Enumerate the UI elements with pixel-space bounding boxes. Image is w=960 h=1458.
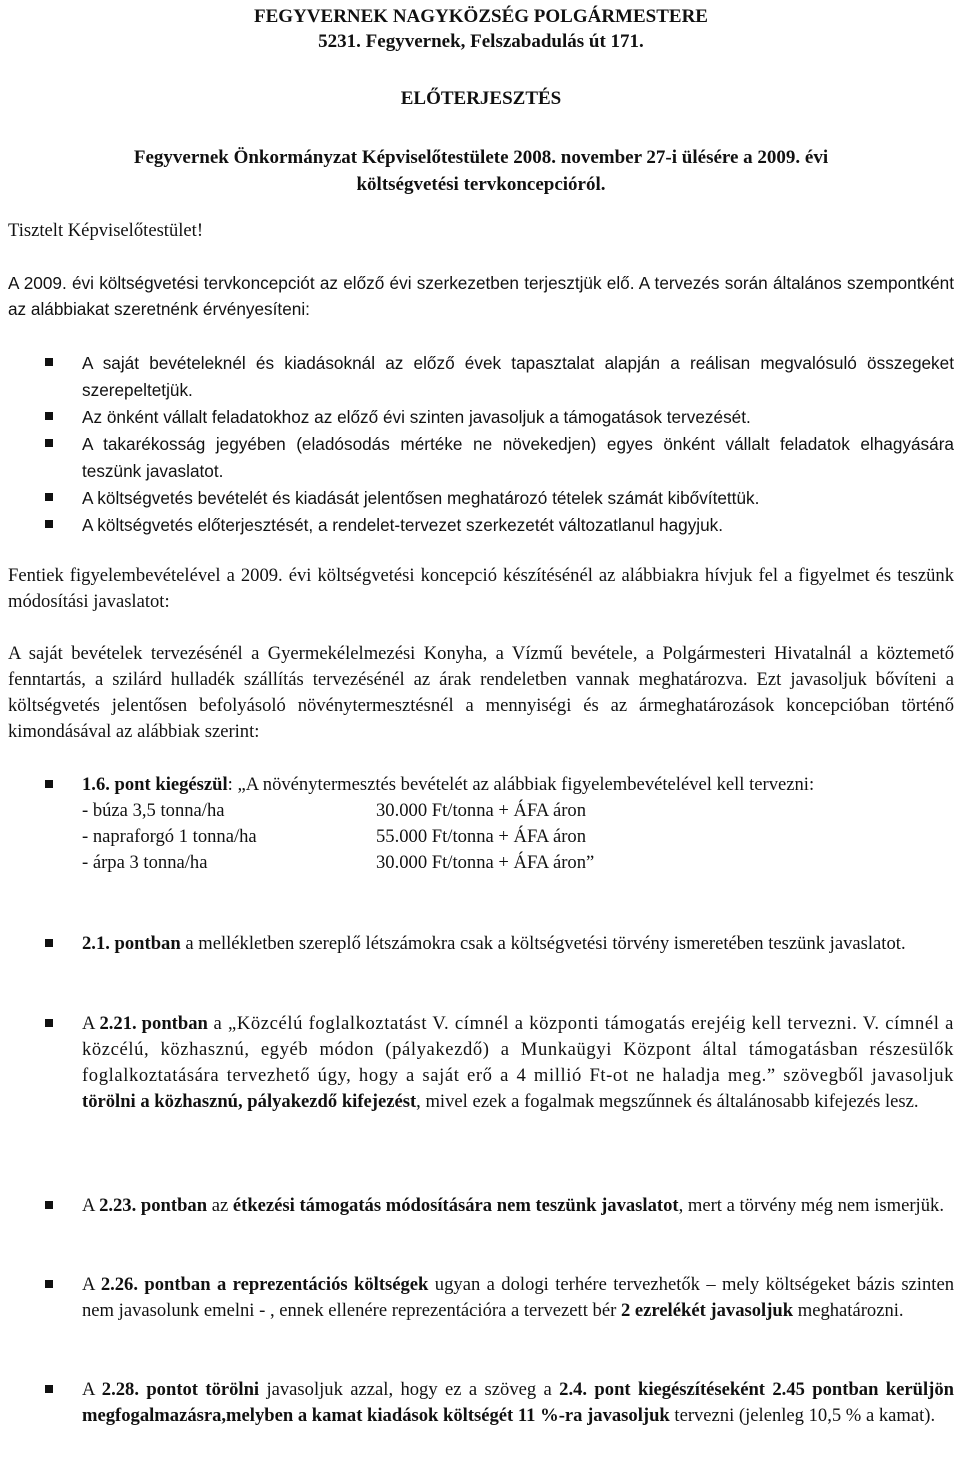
proposal-item-2-28: [8, 1377, 954, 1429]
list-item: Az önként vállalt feladatokhoz az előző évi szinten javasoljuk a támogatások tervezését.: [8, 404, 954, 431]
bullet-square-icon: [45, 780, 53, 788]
list-item: A 2.28. pontot törölni javasoljuk azzal, hogy ez a szöveg a 2.4. pont kiegészítéseként 2.45 pontban kerüljön megfogalmazásra,melyben a kamat kiadások költségét 11 %-ra javasoljuk tervezni (jelenleg 10,5 % a kamat).: [8, 1377, 954, 1429]
bullet-square-icon: [45, 412, 53, 420]
bullet-square-icon: [45, 1280, 53, 1288]
header-address: 5231. Fegyvernek, Felszabadulás út 171.: [318, 31, 644, 52]
list-item: 2.1. pontban a mellékletben szereplő létszámokra csak a költségvetési törvény ismeretében teszünk javaslatot.: [8, 931, 954, 957]
list-item: A költségvetés előterjesztését, a rendelet-tervezet szerkezetét változatlanul hagyjuk.: [8, 512, 954, 539]
bullet-square-icon: [45, 1201, 53, 1209]
list-item: A 2.21. pontban a „Közcélú foglalkoztatást V. címnél a központi támogatás erejéig kell tervezni. V. címnél a közcélú, közhasznú, egyéb módon (pályakezdő) a Munkaügyi Központ által támogatásban részesülők foglalkoztatására tervezhető úgy, hogy a saját erő a 4 millió Ft-ot ne haladja meg.” szövegből javasoljuk törölni a közhasznú, pályakezdő kifejezést, mivel ezek a fogalmak megszűnnek és általánosabb kifejezés lesz.: [8, 1011, 954, 1115]
proposal-item-2-23: [8, 1193, 954, 1219]
bullet-square-icon: [45, 520, 53, 528]
bullet-square-icon: [45, 1385, 53, 1393]
list-item: A költségvetés bevételét és kiadását jelentősen meghatározó tételek számát kibővítettük.: [8, 485, 954, 512]
bullet-square-icon: [45, 939, 53, 947]
list-item: A 2.23. pontban az étkezési támogatás módosítására nem teszünk javaslatot, mert a törvény még nem ismerjük.: [8, 1193, 954, 1219]
document-subject: [8, 144, 954, 198]
table-row: - árpa 3 tonna/ha 30.000 Ft/tonna + ÁFA áron”: [82, 852, 595, 873]
salutation: Tisztelt Képviselőtestület!: [8, 220, 204, 241]
list-item: A 2.26. pontban a reprezentációs költségek ugyan a dologi terhére tervezhetők – mely költségeket bázis szinten nem javasolunk emelni - , ennek ellenére reprezentációra a tervezett bér 2 ezrelékét javasoljuk meghatározni.: [8, 1272, 954, 1324]
list-item: 1.6. pont kiegészül: „A növénytermesztés bevételét az alábbiak figyelembevételével kell tervezni: - búza 3,5 tonna/ha 30.000 Ft/tonna + ÁFA áron - napraforgó 1 tonna/ha 55.000 Ft/tonna + ÁFA áron - árpa 3 tonna/ha 30.000 Ft/tonna + ÁFA áron”: [8, 772, 954, 876]
paragraph-fentiek: Fentiek figyelembevételével a 2009. évi költségvetési koncepció készítésénél az alábbiakra hívjuk fel a figyelmet és teszünk módosítási javaslatot:: [8, 565, 954, 612]
list-item: A saját bevételeknél és kiadásoknál az előző évek tapasztalat alapján a reálisan megvalósuló összegeket szerepeltetjük.: [8, 350, 954, 404]
table-row: - napraforgó 1 tonna/ha 55.000 Ft/tonna + ÁFA áron: [82, 826, 587, 847]
subject-line-2: költségvetési tervkoncepcióról.: [356, 174, 606, 195]
proposal-item-1-6: [8, 772, 954, 876]
bullet-square-icon: [45, 439, 53, 447]
document-title: ELŐTERJESZTÉS: [400, 88, 562, 109]
paragraph-sajat-bevetelek: A saját bevételek tervezésénél a Gyermekélelmezési Konyha, a Vízmű bevétele, a Polgármesteri Hivatalnál a köztemető fenntartás, a szilárd hulladék szállítás tervezésénél az árak rendeletben vannak meghatározva. Ezt javasoljuk bővíteni a költségvetés jelentősen befolyásoló növénytermesztésnél a mennyiségi és az ármeghatározások koncepcióban történő kimondásával az alábbiak szerint:: [8, 643, 954, 742]
intro-paragraph: A 2009. évi költségvetési tervkoncepciót az előző évi szerkezetben terjesztjük elő. A tervezés során általános szempontként az alábbiakat szeretnénk érvényesíteni:: [8, 273, 954, 319]
principles-list: [8, 350, 954, 539]
subject-line-1: Fegyvernek Önkormányzat Képviselőtestülete 2008. november 27-i ülésére a 2009. évi: [133, 147, 829, 168]
list-item: A takarékosság jegyében (eladósodás mértéke ne növekedjen) egyes önként vállalt feladatok elhagyására teszünk javaslatot.: [8, 431, 954, 485]
header-organization: FEGYVERNEK NAGYKÖZSÉG POLGÁRMESTERE: [254, 6, 708, 27]
proposal-item-2-1: [8, 931, 954, 957]
crop-table: [82, 798, 954, 876]
bullet-square-icon: [45, 493, 53, 501]
bullet-square-icon: [45, 358, 53, 366]
proposal-item-2-21: [8, 1011, 954, 1115]
table-row: - búza 3,5 tonna/ha 30.000 Ft/tonna + ÁFA áron: [82, 800, 587, 821]
bullet-square-icon: [45, 1019, 53, 1027]
proposal-item-2-26: [8, 1272, 954, 1324]
